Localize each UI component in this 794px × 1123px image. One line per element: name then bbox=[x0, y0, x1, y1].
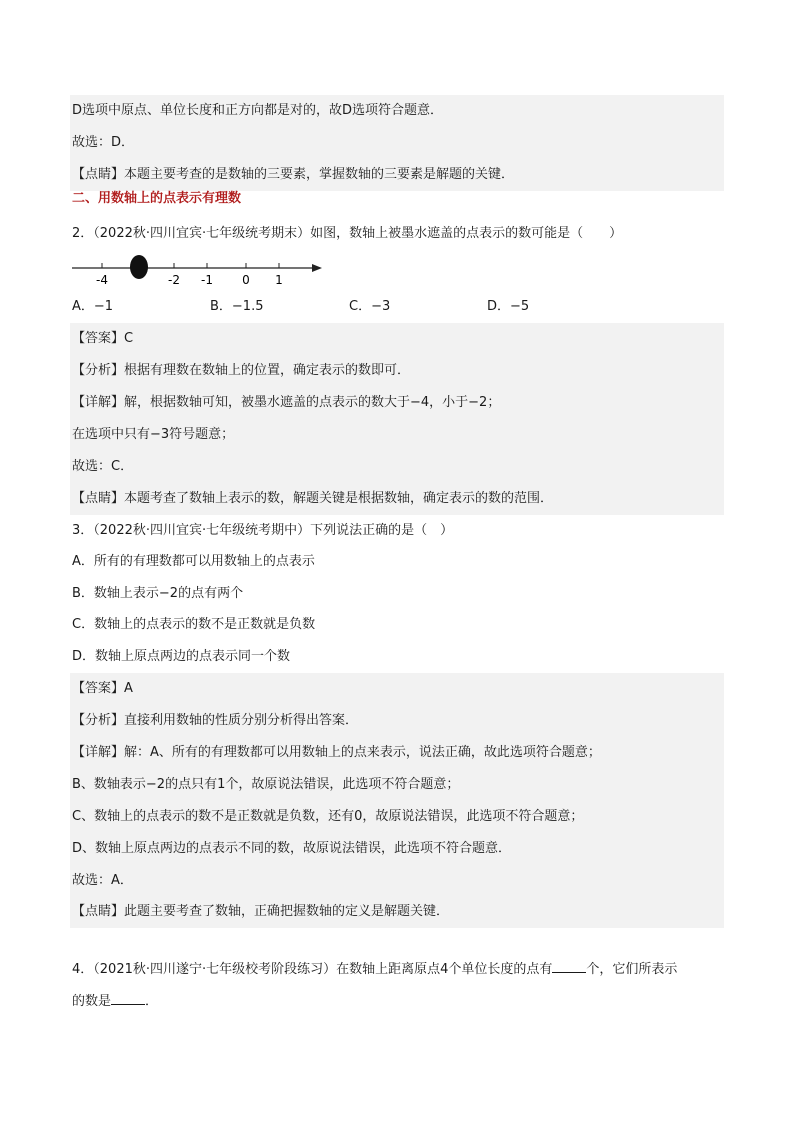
question-2-options bbox=[70, 291, 724, 323]
question-3-stem: 3．（2022秋·四川宜宾·七年级统考期中）下列说法正确的是（ ） bbox=[72, 523, 454, 538]
stem-text: 4．（2021秋·四川遂宁·七年级校考阶段练习）在数轴上距离原点4个单位长度的点有 bbox=[72, 962, 553, 977]
question-4-stem bbox=[70, 954, 724, 986]
tick-label: 1 bbox=[275, 273, 283, 287]
option-d: D．数轴上原点两边的点表示同一个数 bbox=[72, 649, 291, 664]
stem-text: 的数是 bbox=[72, 994, 112, 1009]
solution-comment: 【点睛】此题主要考查了数轴，正确把握数轴的定义是解题关键． bbox=[70, 896, 724, 928]
answer: 【答案】C bbox=[70, 323, 724, 355]
tick-label: -4 bbox=[96, 273, 108, 287]
detail: B、数轴表示−2的点只有1个，故原说法错误，此选项不符合题意； bbox=[70, 769, 724, 801]
option-a: A．所有的有理数都可以用数轴上的点表示 bbox=[72, 554, 315, 569]
option-b: B．−1.5 bbox=[210, 299, 264, 314]
detail: D、数轴上原点两边的点表示不同的数，故原说法错误，此选项不符合题意． bbox=[70, 833, 724, 865]
solution-comment: 【点睛】本题考查了数轴上表示的数，解题关键是根据数轴，确定表示的数的范围． bbox=[70, 483, 724, 515]
solution-text: D选项中原点、单位长度和正方向都是对的，故D选项符合题意． bbox=[70, 95, 724, 127]
option-d: D．−5 bbox=[487, 299, 530, 314]
stem-text: ． bbox=[145, 994, 159, 1009]
answer-blank[interactable] bbox=[552, 958, 586, 973]
tick-label: 0 bbox=[242, 273, 250, 287]
tick-label: -2 bbox=[168, 273, 180, 287]
tick-label: -1 bbox=[201, 273, 213, 287]
detail: 在选项中只有−3符号题意； bbox=[70, 419, 724, 451]
question-2-stem: 2．（2022秋·四川宜宾·七年级统考期末）如图，数轴上被墨水遮盖的点表示的数可能是（ ） bbox=[72, 226, 623, 241]
option-c: C．−3 bbox=[349, 299, 391, 314]
section-heading: 二、用数轴上的点表示有理数 bbox=[72, 191, 242, 206]
option-a: A．−1 bbox=[72, 299, 114, 314]
answer: 【答案】A bbox=[70, 673, 724, 705]
number-line-figure bbox=[70, 255, 330, 287]
solution-choice: 故选：D． bbox=[70, 127, 724, 159]
answer-blank[interactable] bbox=[111, 990, 145, 1005]
detail: C、数轴上的点表示的数不是正数就是负数，还有0，故原说法错误，此选项不符合题意； bbox=[70, 801, 724, 833]
ink-blot bbox=[130, 255, 148, 279]
detail: 【详解】解：A、所有的有理数都可以用数轴上的点来表示，说法正确，故此选项符合题意； bbox=[70, 737, 724, 769]
question-4-stem-cont bbox=[70, 986, 724, 1018]
option-b: B．数轴上表示−2的点有两个 bbox=[72, 586, 244, 601]
solution-comment: 【点睛】本题主要考查的是数轴的三要素，掌握数轴的三要素是解题的关键． bbox=[70, 159, 724, 191]
analysis: 【分析】根据有理数在数轴上的位置，确定表示的数即可． bbox=[70, 355, 724, 387]
solution-choice: 故选：A． bbox=[70, 865, 724, 897]
solution-choice: 故选：C． bbox=[70, 451, 724, 483]
option-c: C．数轴上的点表示的数不是正数就是负数 bbox=[72, 617, 316, 632]
stem-text: 个，它们所表示 bbox=[586, 962, 678, 977]
analysis: 【分析】直接利用数轴的性质分别分析得出答案． bbox=[70, 705, 724, 737]
detail: 【详解】解，根据数轴可知，被墨水遮盖的点表示的数大于−4，小于−2； bbox=[70, 387, 724, 419]
